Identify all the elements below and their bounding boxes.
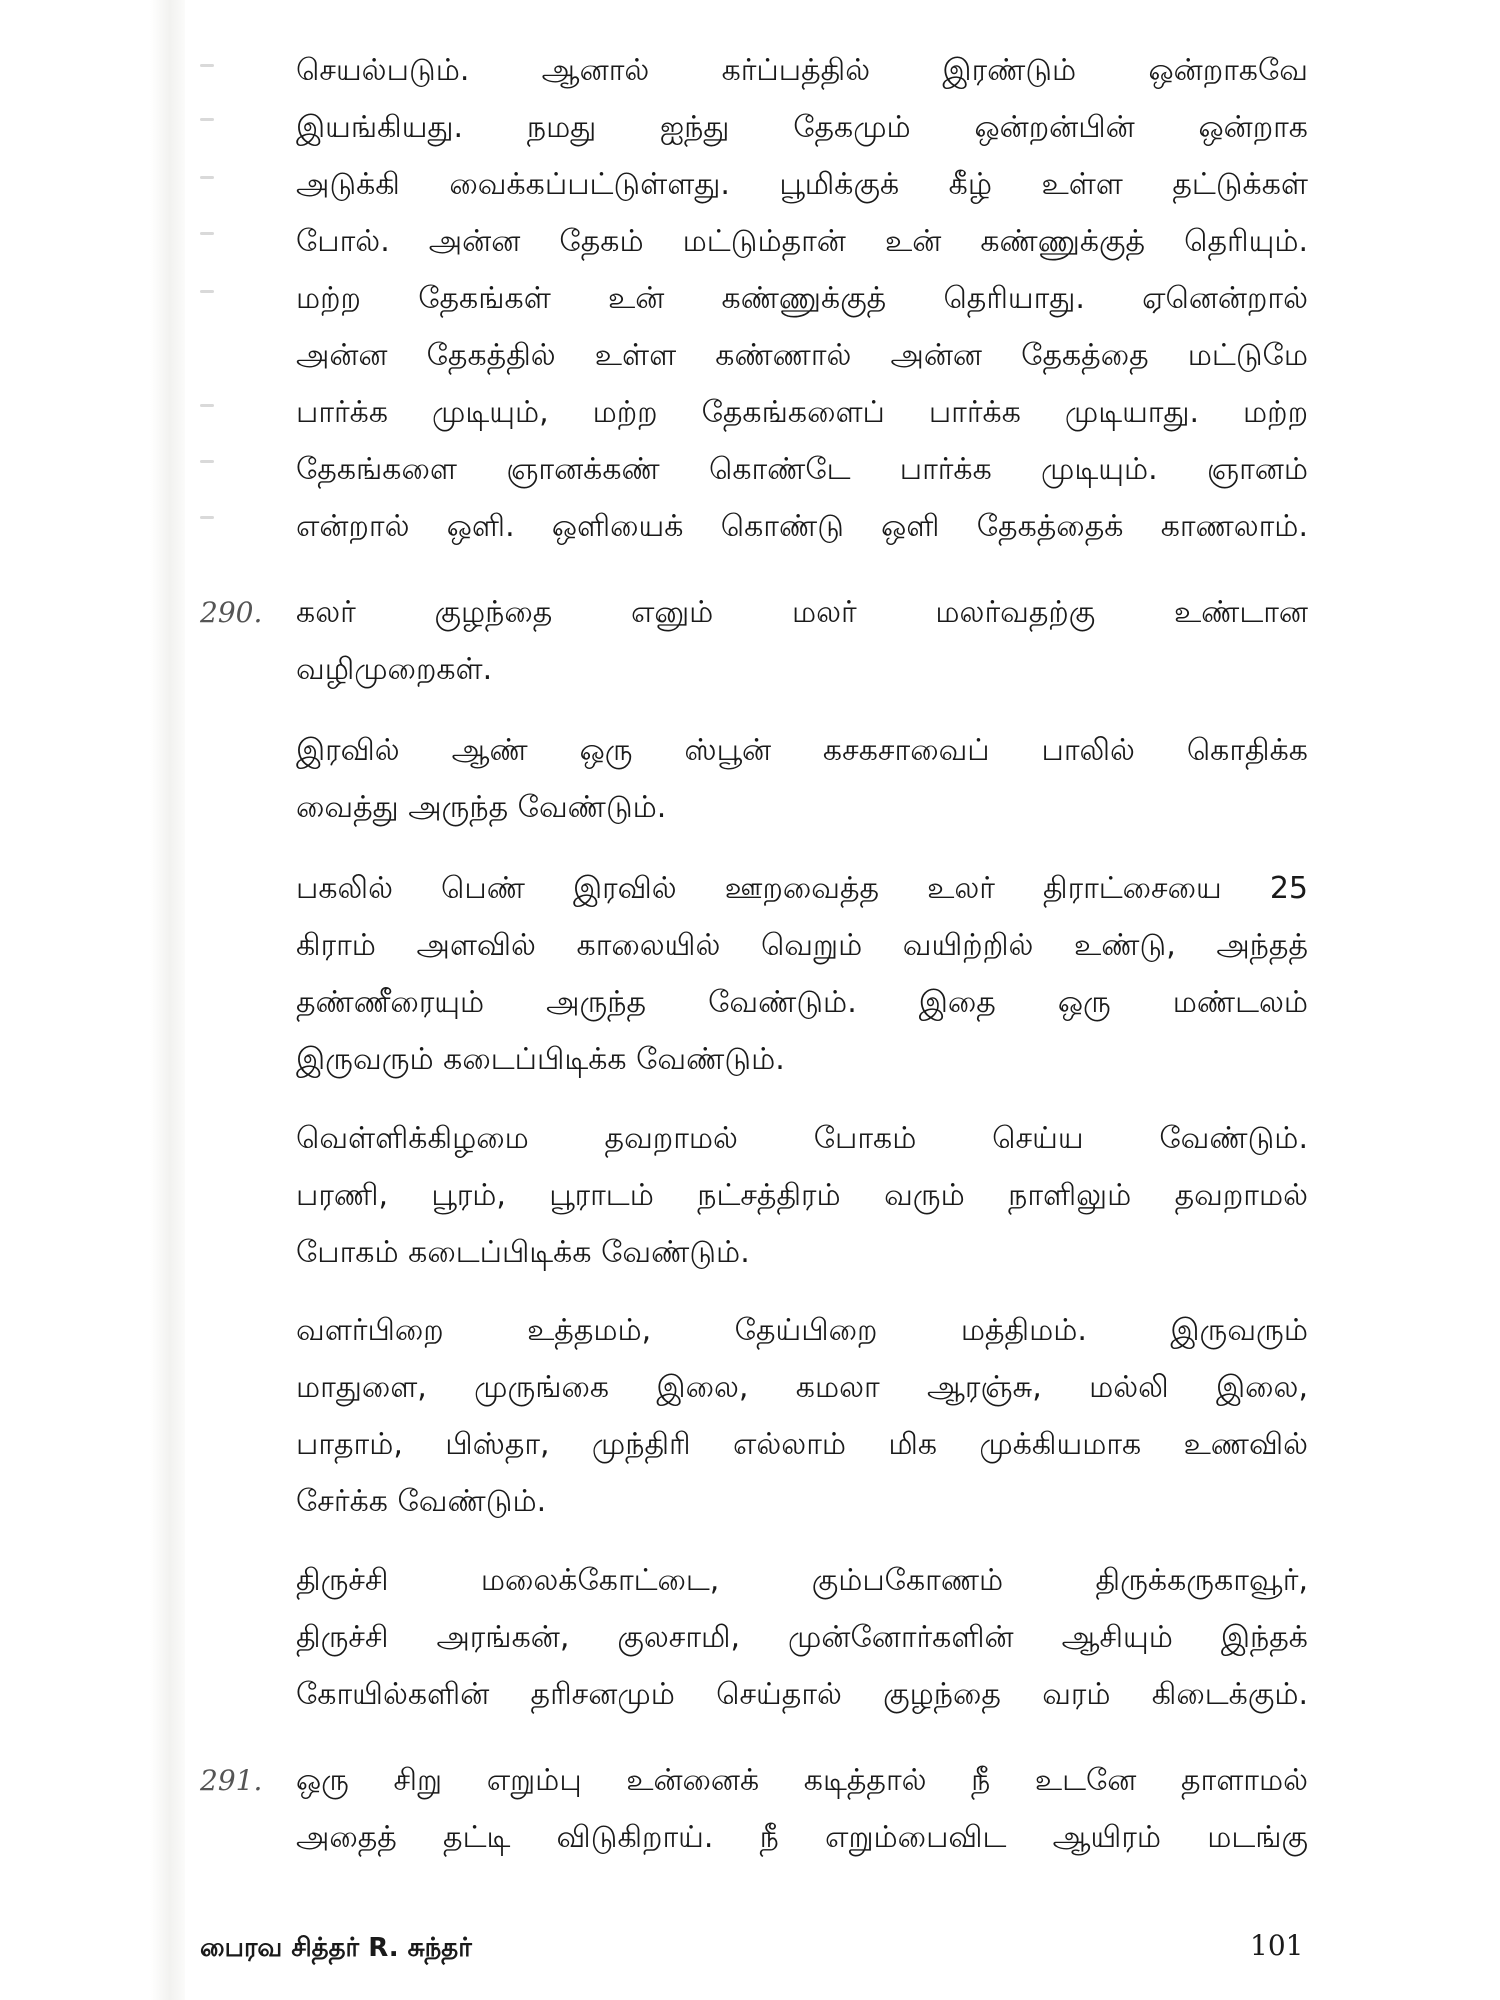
text-line: பாதாம், பிஸ்தா, முந்திரி எல்லாம் மிக முக்கியமாக உணவில் xyxy=(296,1427,1308,1462)
text-line: வழிமுறைகள். xyxy=(296,652,493,687)
text-line: தண்ணீரையும் அருந்த வேண்டும். இதை ஒரு மண்டலம் xyxy=(296,985,1308,1020)
text-line: வெள்ளிக்கிழமை தவறாமல் போகம் செய்ய வேண்டும். xyxy=(296,1121,1308,1156)
text-line: கோயில்களின் தரிசனமும் செய்தால் குழந்தை வரம் கிடைக்கும். xyxy=(296,1677,1308,1712)
text-line: செயல்படும். ஆனால் கர்ப்பத்தில் இரண்டும் ஒன்றாகவே xyxy=(296,53,1308,88)
paragraph xyxy=(296,1302,1308,1530)
text-line: ஒரு சிறு எறும்பு உன்னைக் கடித்தால் நீ உடனே தாளாமல் xyxy=(296,1763,1308,1798)
text-line: சேர்க்க வேண்டும். xyxy=(296,1484,547,1519)
text-line: பரணி, பூரம், பூராடம் நட்சத்திரம் வரும் நாளிலும் தவறாமல் xyxy=(296,1178,1308,1213)
text-line: அன்ன தேகத்தில் உள்ள கண்ணால் அன்ன தேகத்தை மட்டுமே xyxy=(296,338,1308,373)
text-line: இருவரும் கடைப்பிடிக்க வேண்டும். xyxy=(296,1042,785,1077)
text-line: அதைத் தட்டி விடுகிறாய். நீ எறும்பைவிட ஆயிரம் மடங்கு xyxy=(296,1820,1308,1855)
text-line: என்றால் ஒளி. ஒளியைக் கொண்டு ஒளி தேகத்தைக் காணலாம். xyxy=(296,509,1308,544)
page-number: 101 xyxy=(1250,1929,1304,1962)
paragraph xyxy=(296,1110,1308,1281)
text-line: மற்ற தேகங்கள் உன் கண்ணுக்குத் தெரியாது. ஏனென்றால் xyxy=(296,281,1308,316)
paragraph xyxy=(296,722,1308,836)
text-line: பகலில் பெண் இரவில் ஊறவைத்த உலர் திராட்சையை 25 xyxy=(296,871,1308,906)
numbered-item-290 xyxy=(200,584,1308,698)
text-line: திருச்சி மலைக்கோட்டை, கும்பகோணம் திருக்கருகாவூர், xyxy=(296,1563,1308,1598)
text-line: போகம் கடைப்பிடிக்க வேண்டும். xyxy=(296,1235,750,1270)
paragraph xyxy=(296,860,1308,1088)
text-line: கலர் குழந்தை எனும் மலர் மலர்வதற்கு உண்டான xyxy=(296,595,1308,630)
text-line: அடுக்கி வைக்கப்பட்டுள்ளது. பூமிக்குக் கீழ் உள்ள தட்டுக்கள் xyxy=(296,167,1308,202)
paragraph xyxy=(296,1552,1308,1723)
footer-author: பைரவ சித்தர் R. சுந்தர் xyxy=(200,1933,472,1963)
text-line: இயங்கியது. நமது ஐந்து தேகமும் ஒன்றன்பின் ஒன்றாக xyxy=(296,110,1308,145)
item-number: 291. xyxy=(200,1764,263,1797)
text-line: வளர்பிறை உத்தமம், தேய்பிறை மத்திமம். இருவரும் xyxy=(296,1313,1308,1348)
paragraph-continuation xyxy=(296,42,1308,555)
text-line: இரவில் ஆண் ஒரு ஸ்பூன் கசகசாவைப் பாலில் கொதிக்க xyxy=(296,733,1308,768)
text-line: வைத்து அருந்த வேண்டும். xyxy=(296,790,667,825)
text-line: போல். அன்ன தேகம் மட்டும்தான் உன் கண்ணுக்குத் தெரியும். xyxy=(296,224,1308,259)
text-line: திருச்சி அரங்கன், குலசாமி, முன்னோர்களின் ஆசியும் இந்தக் xyxy=(296,1620,1308,1655)
text-line: பார்க்க முடியும், மற்ற தேகங்களைப் பார்க்க முடியாது. மற்ற xyxy=(296,395,1308,430)
text-line: மாதுளை, முருங்கை இலை, கமலா ஆரஞ்சு, மல்லி இலை, xyxy=(296,1370,1308,1405)
text-line: தேகங்களை ஞானக்கண் கொண்டே பார்க்க முடியும். ஞானம் xyxy=(296,452,1308,487)
text-line: கிராம் அளவில் காலையில் வெறும் வயிற்றில் உண்டு, அந்தத் xyxy=(296,928,1308,963)
numbered-item-291 xyxy=(200,1752,1308,1866)
item-number: 290. xyxy=(200,596,263,629)
